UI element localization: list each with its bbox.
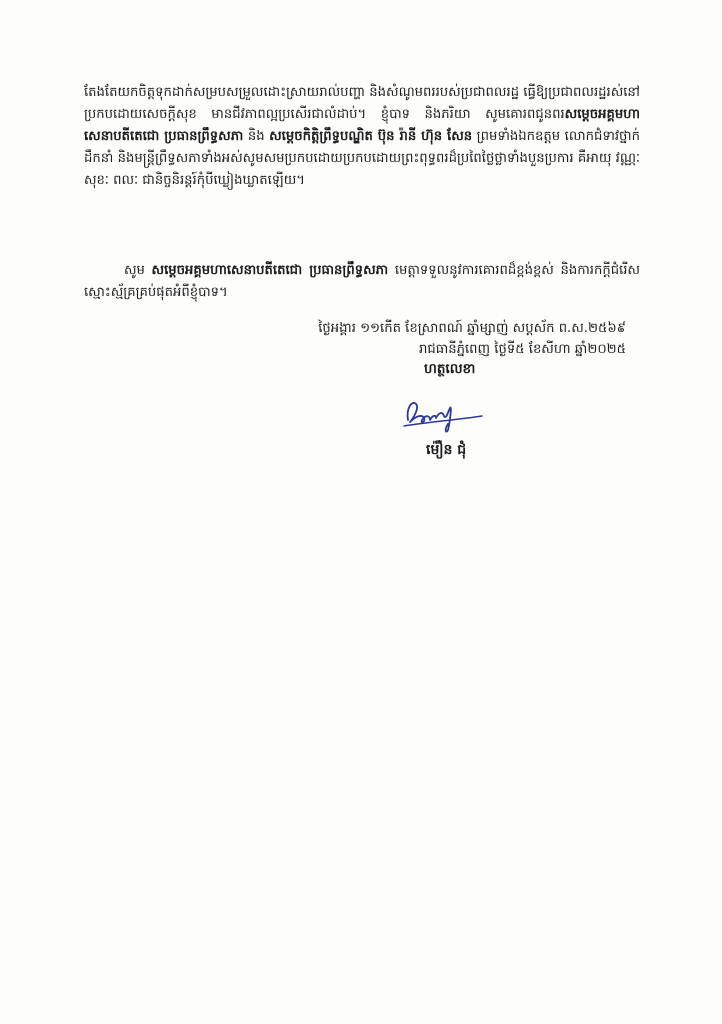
samdech-spouse-name: សម្តេចកិត្តិព្រឹទ្ធបណ្ឌិត ប៊ុន រ៉ានី ហ៊ុន សែន bbox=[269, 129, 473, 144]
paragraph-2 bbox=[84, 260, 640, 304]
date-block bbox=[296, 318, 626, 360]
signer-name: ម៉ឿន ជុំ bbox=[426, 442, 467, 458]
paragraph-2-text-continued: មេត្តាទទួលនូវការគោរពដ៏ខ្ពង់ខ្ពស់ និងការកក្តីជំរើសស្មោះស្ម័គ្រគ្រប់ផុតអំពីខ្ញុំបាទ។ bbox=[84, 263, 640, 300]
paragraph-2-text: សូម bbox=[124, 263, 152, 278]
paragraph-1-text-continued: ព្រមទាំងឯកឧត្តម លោកជំទាវថ្នាក់ដឹកនាំ និងមន្ត្រីព្រឹទ្ធសភាទាំងអស់សូមសមប្រកបដោយប្រកបដោយព្រះពុទ្ធពរដ៏ប្រពៃថ្លៃថ្លាទាំងបួនប្រការ គឺអាយុ វណ្ណៈ សុខៈ ពលៈ ជានិច្ចនិរន្តរ៍កុំបីឃ្លៀងឃ្លាតឡើយ។ bbox=[84, 129, 640, 188]
connector-text: និង bbox=[243, 129, 270, 144]
lunar-date-line: ថ្ងៃអង្គារ ១១កើត ខែស្រាពណ៍ ឆ្នាំម្សាញ់ សប្តស័ក ព.ស.២៥៦៩ bbox=[318, 321, 626, 336]
signature-title: ហត្ថលេខា bbox=[424, 361, 476, 377]
paragraph-1-text: តែងតែយកចិត្តទុកដាក់សម្របសម្រួលដោះស្រាយរាល់បញ្ហា និងសំណូមពររបស់ប្រជាពលរដ្ឋ ធ្វើឱ្យប្រជាពលរដ្ឋរស់នៅប្រកបដោយសេចក្តីសុខ មានជីវភាពល្អប្រសើរជាលំដាប់។ ខ្ញុំបាទ និងភរិយា សូមគោរពជូនពរ bbox=[84, 85, 640, 122]
paragraph-1 bbox=[84, 82, 640, 192]
gregorian-date-line: រាជធានីភ្នំពេញ ថ្ងៃទី៥ ខែសីហា ឆ្នាំ២០២៥ bbox=[418, 342, 626, 357]
senate-president-title-2: សម្តេចអគ្គមហាសេនាបតីតេជោ ប្រធានព្រឹទ្ធសភា bbox=[151, 263, 389, 278]
senate-president-title: សម្តេចអគ្គមហាសេនាបតីតេជោ ប្រធានព្រឹទ្ធសភា bbox=[84, 107, 640, 144]
signature-image bbox=[398, 390, 490, 436]
